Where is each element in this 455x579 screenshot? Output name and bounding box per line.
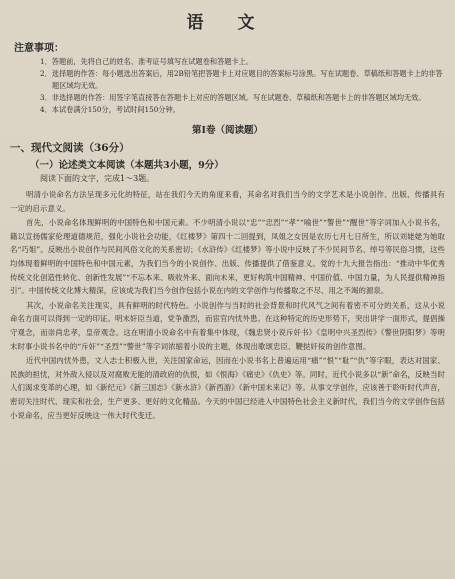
notice-item: 4．本试卷满分150分，考试时间150分钟。 — [40, 105, 180, 114]
passage-paragraph: 首先，小说命名体现鲜明的中国特色和中国元素。不少明清小说以“忠”“忠烈”“孝”“喻世”“警世”“醒世”等字词加入小说书名，籍以宣扬儒家伦理道德规范，强化小说社会功能，《红楼梦》第四十二回提到，凤姐之女因是农历七月七日所生，所以刘姥姥为她取名“巧姐”。反映出小说创作与民间风俗文化的关系密切；《水浒传》《红楼梦》等小说中反映了不少民间节名、绰号等民俗习惯，这些均体现着鲜明的中国特色和中国元素，为我们当今的小说创作、出版、传播提供了借鉴意义。党的十九大报告指出：“推动中华优秀传统文化创造性转化、创新性发展”“不忘本来、吸收外来、面向未来，更好构筑中国精神、中国价值、中国力量，为人民提供精神指引”。中国传统文化博大精深，应该成为我们当今创作包括小说在内的文学创作与传播取之不尽、用之不竭的源泉。 — [10, 218, 445, 296]
volume-heading: 第Ⅰ卷（阅读题） — [192, 125, 263, 136]
passage-paragraph: 近代中国内忧外患，文人志士积极入世，关注国家命运，因而在小说书名上普遍运用“痛”“恨”“耻”“仇”等字眼，表达对国家、民族的担忧，对外敌入侵以及对腐败无能的清政府的仇恨，如《恨海》《痛史》《仇史》等。同时，近代小说多以“新”命名，反映当时人们渴求变革的心理，如《新纪元》《新三国志》《新水浒》《新西游》《新中国未来记》等。从事文学创作，应该善于聆听时代声音，密切关注时代、现实和社会，生产更多、更好的文化精品。今天的中国已经进入中国特色社会主义新时代，我们当今的文学创作包括小说命名，应当更好反映这一伟大时代变迁。 — [10, 356, 445, 420]
reading-instructions: 阅读下面的文字，完成1～3题。 — [40, 174, 155, 183]
sub-heading: （一）论述类文本阅读（本题共3小题，9分） — [30, 160, 224, 171]
notice-item: 3．非选择题的作答：用签字笔直接答在答题卡上对应的答题区域。写在试题卷、草稿纸和答题卡上的非答题区域均无效。 — [40, 93, 426, 102]
passage-paragraph: 其次，小说命名关注现实，具有鲜明的时代特色。小说创作与当时的社会背景和时代风气之间有着密不可分的关系，这从小说命名方面可以得到一定的印证。明末奸臣当道，党争激烈，而宦官内忧外患。在这种特定的历史形势下，突出讲学一面形式，提倡操守观念，而崇尚忠孝，皇帝观念。这在明清小说命名中有着集中体现，《魏忠贤小说斥奸书》《皇明中兴圣烈传》《警世阴阳梦》等明末时事小说书名中的“斥奸”“圣烈”“警世”等字词浓缩着小说的主题，体现出歌颂忠臣、鞭挞奸佞的创作意图。 — [10, 300, 445, 351]
notice-item: 2．选择题的作答：每小题选出答案后，用2B铅笔把答题卡上对应题目的答案标号涂黑。写在试题卷、草稿纸和答题卡上的非答题区域均无效。 — [40, 69, 443, 90]
passage-paragraph: 明清小说命名方法呈现多元化的特征，站在我们今天的角度来看，其命名对我们当今的文学艺术是小说创作、出版、传播具有一定的启示意义。 — [10, 190, 445, 213]
page-title: 语 文 — [186, 13, 269, 33]
notice-item: 1．答题前，先将自己的姓名、准考证号填写在试题卷和答题卡上。 — [40, 57, 254, 66]
notice-heading: 注意事项： — [14, 43, 64, 54]
notice-list — [40, 56, 445, 116]
part-heading: 一、现代文阅读（36分） — [10, 142, 130, 154]
